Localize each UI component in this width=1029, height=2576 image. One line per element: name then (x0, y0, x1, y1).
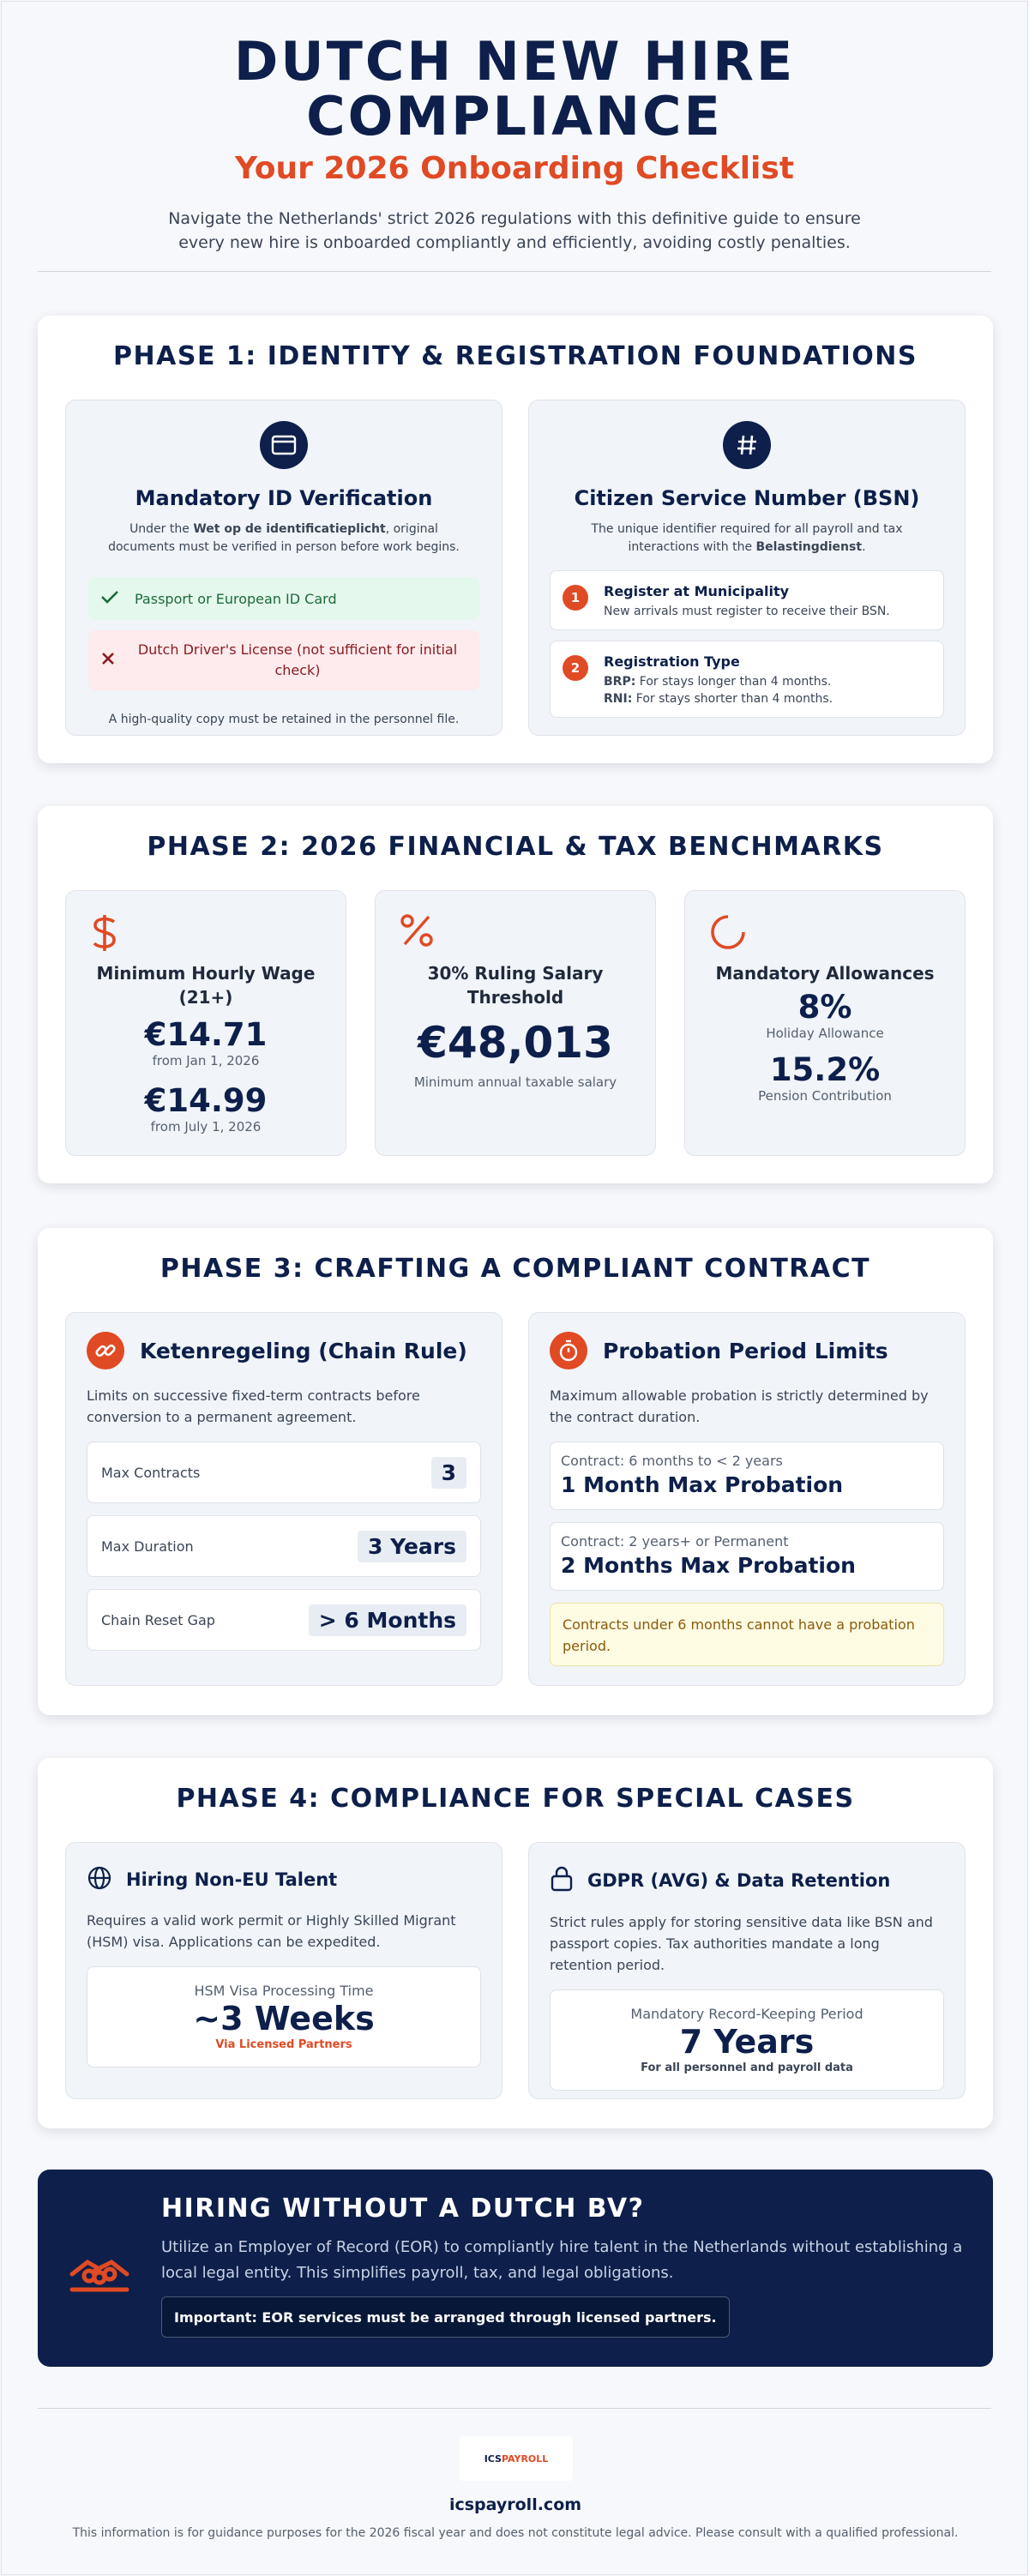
retention-note: A high-quality copy must be retained in the personnel file. (108, 713, 460, 726)
globe-icon (87, 1865, 112, 1894)
accepted-document: Passport or European ID Card (88, 577, 479, 620)
id-card-icon (260, 421, 308, 469)
probation-panel: Probation Period Limits Maximum allowable probation is strictly determined by the contract duration. Contract: 6 months to < 2 years 1 Month Max Probation Contract: 2 years+ or Permanent 2 Months Max Probation Contracts under 6 months cannot have a probation period. (528, 1312, 966, 1686)
id-verification-panel (65, 400, 502, 736)
phase-4-card (38, 1758, 993, 2128)
dollar-icon (90, 913, 119, 956)
phase-1-title: PHASE 1: IDENTITY & REGISTRATION FOUNDATIONS (113, 341, 918, 371)
probation-long-contract: Contract: 2 years+ or Permanent 2 Months Max Probation (550, 1522, 944, 1591)
stopwatch-icon (550, 1332, 587, 1369)
bsn-step-2: 2 Registration Type BRP: For stays longer than 4 months. RNI: For stays shorter than 4 months. (550, 641, 944, 718)
chain-rule-panel: Ketenregeling (Chain Rule) Limits on successive fixed-term contracts before conversion to a permanent agreement. Max Contracts 3 Max Duration 3 Years Chain Reset Gap > 6 Months (65, 1312, 502, 1686)
check-icon (100, 589, 119, 608)
min-wage-panel: Minimum Hourly Wage (21+) €14.71 from Jan 1, 2026 €14.99 from July 1, 2026 (65, 890, 346, 1156)
record-keeping-box: Mandatory Record-Keeping Period 7 Years For all personnel and payroll data (550, 1989, 944, 2091)
phase-2-title: PHASE 2: 2026 FINANCIAL & TAX BENCHMARKS (147, 832, 884, 862)
hash-icon (723, 421, 771, 469)
phase-4-title: PHASE 4: COMPLIANCE FOR SPECIAL CASES (176, 1784, 855, 1814)
pension-contribution: 15.2% (769, 1051, 881, 1088)
phase-3-title: PHASE 3: CRAFTING A COMPLIANT CONTRACT (159, 1254, 871, 1284)
probation-warning: Contracts under 6 months cannot have a probation period. (550, 1603, 944, 1666)
bsn-desc: The unique identifier required for all payroll and tax interactions with the Belastingdienst. (591, 522, 903, 554)
id-verification-title: Mandatory ID Verification (135, 486, 433, 510)
phase-1-card (38, 316, 993, 763)
non-eu-panel: Hiring Non-EU Talent Requires a valid work permit or Highly Skilled Migrant (HSM) visa. Applications can be expedited. HSM Visa Processing Time ~3 Weeks Via Licensed Partners (65, 1842, 502, 2099)
header (2, 2, 1027, 255)
ruling-panel: 30% Ruling Salary Threshold €48,013 Minimum annual taxable salary (375, 890, 656, 1156)
bsn-step-1: 1 Register at Municipality New arrivals must register to receive their BSN. (550, 570, 944, 630)
phase-3-card (38, 1228, 993, 1715)
holiday-allowance: 8% (797, 989, 852, 1026)
rejected-document: Dutch Driver's License (not sufficient for initial check) (88, 630, 479, 690)
eor-banner: HIRING WITHOUT A DUTCH BV? Utilize an Employer of Record (EOR) to compliantly hire talent in the Netherlands without establishing a local legal entity. This simplifies payroll, tax, and legal obligations. Important: EOR services must be arranged through licensed partners. (38, 2170, 993, 2367)
main-title: DUTCH NEW HIRE COMPLIANCE (233, 30, 796, 147)
hsm-visa-box: HSM Visa Processing Time ~3 Weeks Via Licensed Partners (87, 1966, 481, 2067)
bsn-title: Citizen Service Number (BSN) (574, 486, 920, 510)
chain-reset-row: Chain Reset Gap > 6 Months (87, 1589, 481, 1651)
probation-short-contract: Contract: 6 months to < 2 years 1 Month Max Probation (550, 1441, 944, 1510)
cross-icon (100, 651, 116, 670)
lock-icon (550, 1865, 574, 1896)
id-verification-desc: Under the Wet op de identificatieplicht, original documents must be verified in person before work begins. (108, 522, 460, 554)
allowances-panel: Mandatory Allowances 8% Holiday Allowance 15.2% Pension Contribution (684, 890, 966, 1156)
wage-july: €14.99 (144, 1082, 268, 1119)
gdpr-panel: GDPR (AVG) & Data Retention Strict rules apply for storing sensitive data like BSN and passport copies. Tax authorities mandate a long retention period. Mandatory Record-Keeping Period 7 Years For all personnel and payroll data (528, 1842, 966, 2099)
handshake-icon (67, 2245, 132, 2300)
footer-divider (38, 2408, 991, 2409)
website-link[interactable]: icspayroll.com (448, 2495, 582, 2514)
subtitle: Your 2026 Onboarding Checklist (234, 151, 795, 186)
max-duration-row: Max Duration 3 Years (87, 1515, 481, 1577)
page (1, 1, 1028, 2575)
divider (38, 271, 991, 272)
disclaimer: This information is for guidance purposes for the 2026 fiscal year and does not constitute legal advice. Please consult with a qualified professional. (72, 2526, 959, 2540)
ruling-threshold: €48,013 (418, 1018, 613, 1068)
wage-jan: €14.71 (144, 1016, 268, 1053)
bsn-panel (528, 400, 966, 736)
link-icon (87, 1332, 124, 1369)
phase-2-card (38, 806, 993, 1183)
intro-text: Navigate the Netherlands' strict 2026 regulations with this definitive guide to ensure every new hire is onboarded compliantly and efficiently, avoiding costly penalties. (168, 209, 861, 252)
max-contracts-row: Max Contracts 3 (87, 1441, 481, 1503)
company-logo: ICS PAYROLL (460, 2436, 573, 2481)
eor-important-note: Important: EOR services must be arranged through licensed partners. (161, 2296, 730, 2338)
percent-icon (400, 913, 434, 951)
progress-ring-icon (709, 913, 747, 954)
